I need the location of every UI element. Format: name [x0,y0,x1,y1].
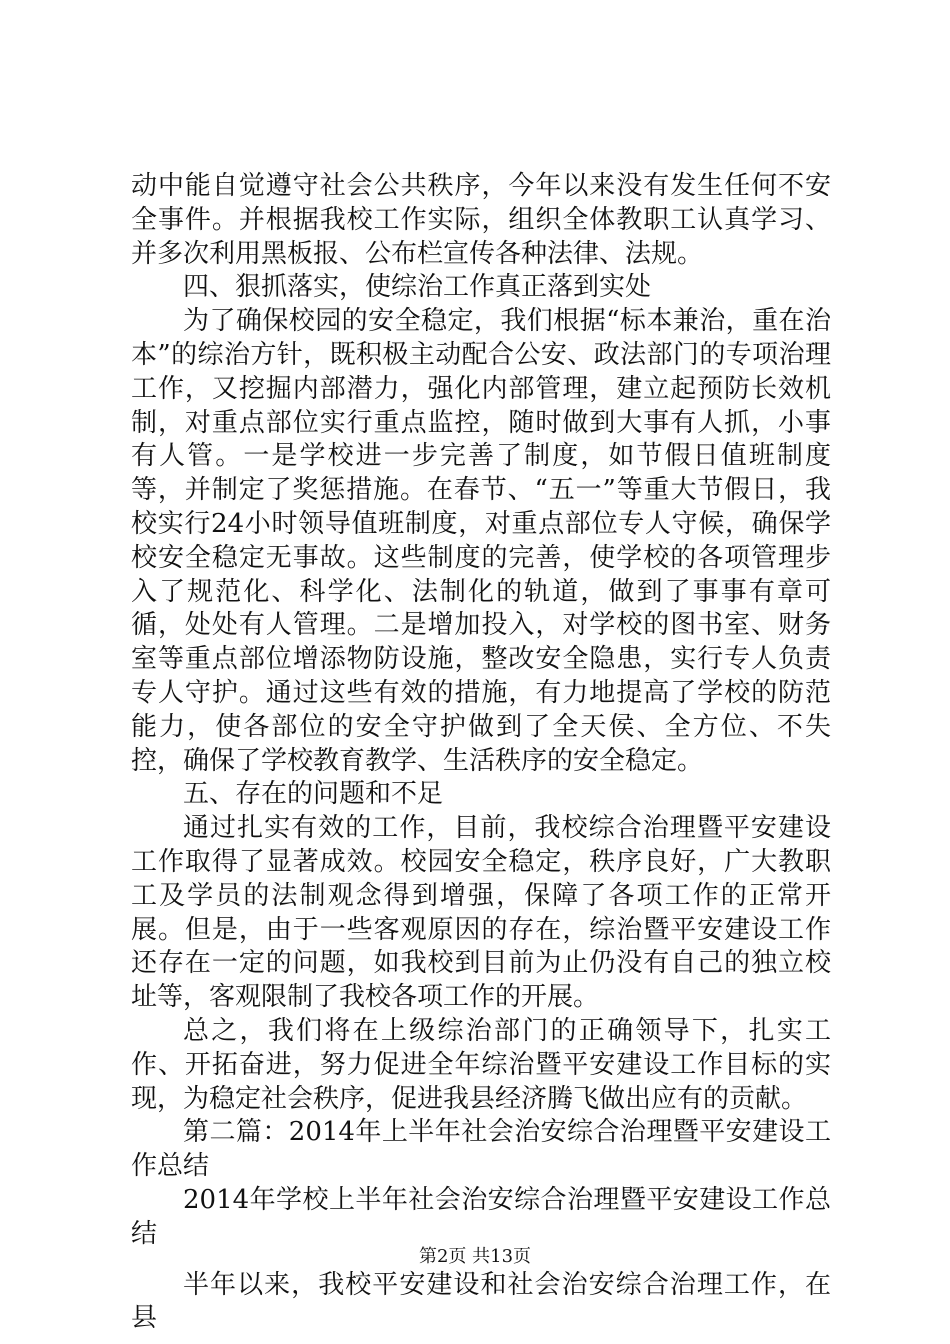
section-heading-5: 五、存在的问题和不足 [183,779,444,810]
chapter-title-2: 第二篇：2014年上半年社会治安综合治理暨平安建设工作总结 [131,1117,831,1182]
report-title: 2014年学校上半年社会治安综合治理暨平安建设工作总结 [131,1184,831,1249]
section-heading-4: 四、狠抓落实，使综治工作真正落到实处 [183,272,652,303]
body-text [131,170,831,1336]
paragraph-opening: 半年以来，我校平安建设和社会治安综合治理工作，在县 [131,1269,831,1334]
paragraph-conclusion: 总之，我们将在上级综治部门的正确领导下，扎实工作、开拓奋进，努力促进全年综治暨平安建设工作目标的实现，为稳定社会秩序，促进我县经济腾飞做出应有的贡献。 [131,1015,831,1114]
paragraph-continued: 动中能自觉遵守社会公共秩序，今年以来没有发生任何不安全事件。并根据我校工作实际，组织全体教职工认真学习、并多次利用黑板报、公布栏宣传各种法律、法规。 [131,171,831,269]
paragraph-implementation: 为了确保校园的安全稳定，我们根据“标本兼治，重在治本”的综治方针，既积极主动配合公安、政法部门的专项治理工作，又挖掘内部潜力，强化内部管理，建立起预防长效机制，对重点部位实行重点监控，随时做到大事有人抓，小事有人管。一是学校进一步完善了制度，如节假日值班制度等，并制定了奖惩措施。在春节、“五一”等重大节假日，我校实行24小时领导值班制度，对重点部位专人守候，确保学校安全稳定无事故。这些制度的完善，使学校的各项管理步入了规范化、科学化、法制化的轨道，做到了事事有章可循，处处有人管理。二是增加投入，对学校的图书室、财务室等重点部位增添物防设施，整改安全隐患，实行专人负责专人守护。通过这些有效的措施，有力地提高了学校的防范能力，使各部位的安全守护做到了全天侯、全方位、不失控，确保了学校教育教学、生活秩序的安全稳定。 [131,306,831,776]
paragraph-problems: 通过扎实有效的工作，目前，我校综合治理暨平安建设工作取得了显著成效。校园安全稳定，秩序良好，广大教职工及学员的法制观念得到增强，保障了各项工作的正常开展。但是，由于一些客观原因的存在，综治暨平安建设工作还存在一定的问题，如我校到目前为止仍没有自己的独立校址等，客观限制了我校各项工作的开展。 [131,813,831,1013]
page-footer: 第2页 共13页 [418,1246,532,1267]
